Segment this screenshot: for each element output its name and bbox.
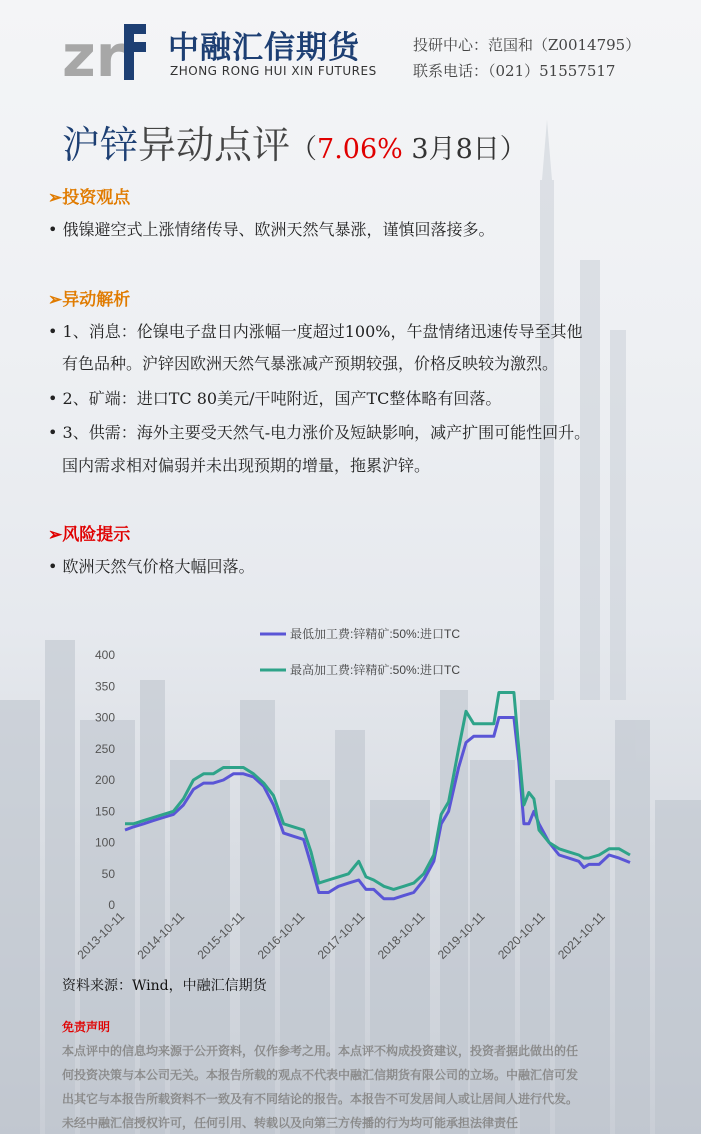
section-risk-title: ➢风险提示 [48, 525, 131, 545]
contact-phone: 联系电话：（021）51557517 [413, 62, 616, 80]
x-tick-label: 2021-10-11 [555, 909, 608, 962]
y-tick-label: 400 [94, 648, 115, 662]
disclaimer-line-3: 出其它与本报告所载资料不一致及有不同结论的报告。本报告不可发居间人或让居间人进行代发。 [62, 1092, 579, 1106]
y-tick-label: 100 [94, 835, 115, 850]
x-tick-label: 2013-10-11 [74, 909, 128, 962]
analysis-item-3a: • 3、供需：海外主要受天然气-电力涨价及短缺影响，减产扩围可能性回升。 [48, 423, 591, 442]
svg-text:zr: zr [62, 22, 125, 82]
company-name-en: ZHONG RONG HUI XIN FUTURES [170, 64, 377, 78]
y-tick-label: 150 [94, 804, 115, 819]
y-tick-label: 250 [94, 741, 115, 756]
y-tick-label: 300 [94, 710, 115, 725]
x-tick-label: 2020-10-11 [495, 909, 548, 962]
section-analysis-title: ➢异动解析 [48, 290, 131, 310]
disclaimer-line-1: 本点评中的信息均来源于公开资料，仅作参考之用。本点评不构成投资建议，投资者据此做出的任 [62, 1044, 579, 1058]
y-tick-label: 350 [94, 679, 115, 694]
tc-line-chart [60, 620, 660, 970]
title-paren-close: ） [499, 134, 527, 165]
y-tick-label: 0 [108, 898, 115, 912]
contact-analyst: 投研中心：范国和（Z0014795） [413, 36, 641, 54]
analysis-item-2: • 2、矿端：进口TC 80美元/干吨附近，国产TC整体略有回落。 [48, 389, 502, 408]
data-source: 资料来源：Wind，中融汇信期货 [62, 978, 267, 994]
disclaimer-line-2: 何投资决策与本公司无关。本报告所载的观点不代表中融汇信期货有限公司的立场。中融汇信可发 [62, 1068, 579, 1082]
section-view-title: ➢投资观点 [48, 188, 131, 208]
series-line-2 [125, 693, 630, 890]
title-date: 3月8日 [402, 134, 500, 165]
y-tick-label: 50 [101, 866, 115, 881]
analysis-item-1b: 有色品种。沪锌因欧洲天然气暴涨减产预期较强，价格反映较为激烈。 [62, 354, 559, 373]
x-tick-label: 2016-10-11 [254, 909, 308, 962]
analysis-item-1a: • 1、消息：伦镍电子盘日内涨幅一度超过100%，午盘情绪迅速传导至其他 [48, 322, 583, 341]
x-tick-label: 2018-10-11 [374, 909, 428, 962]
legend-label-2: 最高加工费:锌精矿:50%:进口TC [290, 663, 461, 677]
company-logo [62, 16, 156, 82]
disclaimer-line-4: 未经中融汇信授权许可，任何引用、转载以及向第三方传播的行为均可能承担法律责任 [62, 1116, 519, 1130]
title-commodity: 沪锌 [62, 123, 139, 167]
title-type: 异动点评 [138, 123, 291, 167]
x-tick-label: 2017-10-11 [314, 909, 368, 962]
y-tick-label: 200 [94, 773, 115, 787]
company-name-cn: 中融汇信期货 [168, 30, 360, 66]
risk-item: • 欧洲天然气价格大幅回落。 [48, 557, 255, 576]
analysis-item-3b: 国内需求相对偏弱并未出现预期的增量，拖累沪锌。 [62, 456, 431, 475]
disclaimer-title: 免责声明 [62, 1020, 111, 1034]
x-tick-label: 2014-10-11 [134, 909, 188, 962]
title-percent: 7.06% [317, 134, 403, 165]
x-tick-label: 2019-10-11 [434, 909, 488, 962]
legend-label-1: 最低加工费:锌精矿:50%:进口TC [290, 627, 461, 641]
page-title [62, 114, 527, 169]
series-line-1 [125, 718, 630, 899]
view-item: • 俄镍避空式上涨情绪传导、欧洲天然气暴涨，谨慎回落接多。 [48, 220, 495, 239]
x-tick-label: 2015-10-11 [194, 909, 248, 962]
title-paren-open: （ [290, 134, 318, 165]
